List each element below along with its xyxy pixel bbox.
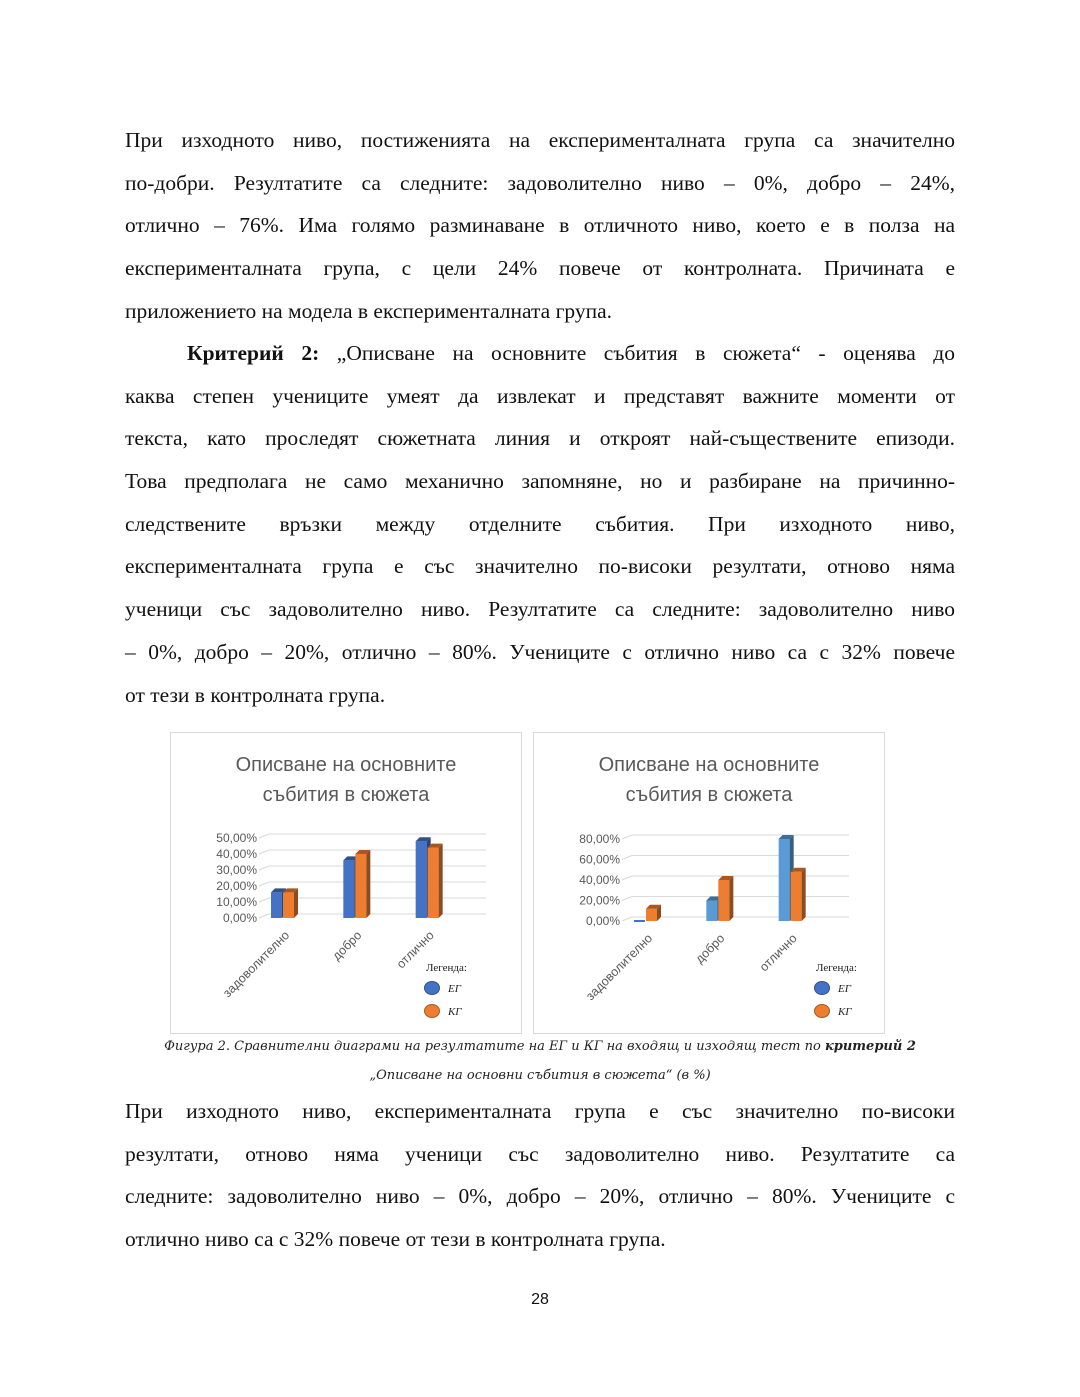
x-tick-label: добро [692,931,728,967]
legend-label: ЕГ [838,983,851,995]
x-tick-label: отлично [756,931,800,975]
caption-bold: критерий 2 [824,1039,916,1054]
text-line [125,332,955,375]
text-line: Това предполага не само механично запомняне, но и разбиране на причинно- [125,469,955,494]
y-tick-label: 60,00% [579,852,620,867]
gridline [622,876,632,880]
y-tick-label: 40,00% [216,847,257,861]
text-line: При изходното ниво, постиженията на експерименталната група са значително [125,128,955,152]
y-tick-label: 80,00% [579,832,620,846]
gridline [259,914,269,918]
text-line: При изходното ниво, експерименталната група е със значително по-високи [125,1099,955,1123]
text-line: следните: задоволително ниво – 0%, добро – 20%, отлично – 80%. Учениците с [125,1184,955,1209]
y-tick-label: 0,00% [585,914,620,928]
text-line: по-добри. Резултатите са следните: задоволително ниво – 0%, добро – 24%, [125,170,955,195]
bar-side [294,888,298,918]
gridline [622,856,632,860]
y-tick-label: 10,00% [216,895,257,909]
gridline [622,897,632,901]
legend-marker [815,1005,830,1018]
gridline [259,866,269,870]
bar [706,901,717,922]
bar [779,839,790,921]
gridline [622,835,632,839]
bar [416,841,427,918]
bar [355,854,366,918]
y-tick-label: 20,00% [216,879,257,893]
text-line: – 0%, добро – 20%, отлично – 80%. Учениците с отлично ниво са с 32% повече [125,639,955,664]
bar [428,848,439,918]
chart-title: събития в сюжета [625,784,793,806]
figure-caption-line-1 [100,1039,980,1054]
figure-caption-line-2: „Описване на основни събития в сюжета“ (в %) [369,1068,711,1083]
legend-title: Легенда: [816,962,857,974]
x-tick-label: отлично [393,928,437,972]
y-tick-label: 30,00% [216,863,257,877]
x-tick-label: задоволително [220,928,293,1001]
bar [271,892,282,918]
bar [718,880,729,921]
criterion-label: Критерий 2: [187,341,320,365]
x-tick-label: добро [329,928,365,964]
paragraph-1 [125,119,955,332]
paragraph-2 [125,332,955,716]
chart-title: Описване на основните [598,754,820,776]
text-line: текста, като проследят сюжетната линия и откроят най-съществените епизоди. [125,426,955,451]
text-line: приложението на модела в експерименталната група. [125,298,613,323]
bar [646,909,657,921]
legend-label: КГ [838,1006,852,1018]
gridline [259,850,269,854]
criterion-description: „Описване на основните събития в сюжета“ - оценява до [319,341,956,365]
text-line: отлично – 76%. Има голямо разминаване в отличното ниво, което е в полза на [125,213,955,238]
y-tick-label: 50,00% [216,831,257,845]
gridline [259,834,269,838]
bar [343,860,354,918]
chart-title: събития в сюжета [262,784,430,806]
legend-title: Легенда: [426,962,467,974]
chart-input-test [170,732,522,1034]
chart-svg [534,733,884,1033]
gridline [622,917,632,921]
text-line: следствените връзки между отделните събития. При изходното ниво, [125,511,955,536]
chart-title: Описване на основните [235,754,457,776]
paragraph-3 [125,1090,955,1261]
legend-marker [815,982,830,995]
legend-marker [425,982,440,995]
bar-side [802,868,806,921]
text-line: от тези в контролната група. [125,682,386,707]
y-tick-label: 40,00% [579,873,620,887]
bar-side [366,850,370,918]
gridline [259,898,269,902]
bar [791,872,802,921]
page-number: 28 [531,1291,549,1308]
chart-output-test [533,732,885,1034]
text-line: ученици със задоволително ниво. Резултатите са следните: задоволително ниво [125,597,955,622]
text-line: експерименталната група, с цели 24% повече от контролната. Причината е [125,256,955,281]
y-tick-label: 0,00% [222,911,257,925]
text-line: отлично ниво са с 32% повече от тези в контролната група. [125,1227,666,1252]
text-line: резултати, отново няма ученици със задоволително ниво. Резултатите са [125,1141,955,1166]
bar-side [729,876,733,921]
bar-side [439,844,443,918]
legend-label: КГ [448,1006,462,1018]
legend-label: ЕГ [448,983,461,995]
legend-marker [425,1005,440,1018]
chart-svg [171,733,521,1033]
bar [283,892,294,918]
caption-text: Фигура 2. Сравнителни диаграми на резултатите на ЕГ и КГ на входящ и изходящ тест по [164,1039,825,1054]
y-tick-label: 20,00% [579,893,620,908]
x-tick-label: задоволително [583,931,656,1004]
gridline [259,882,269,886]
text-line: експерименталната група е със значително по-високи резултати, отново няма [125,554,955,579]
text-line: каква степен учениците умеят да извлекат и представят важните моменти от [125,383,955,408]
